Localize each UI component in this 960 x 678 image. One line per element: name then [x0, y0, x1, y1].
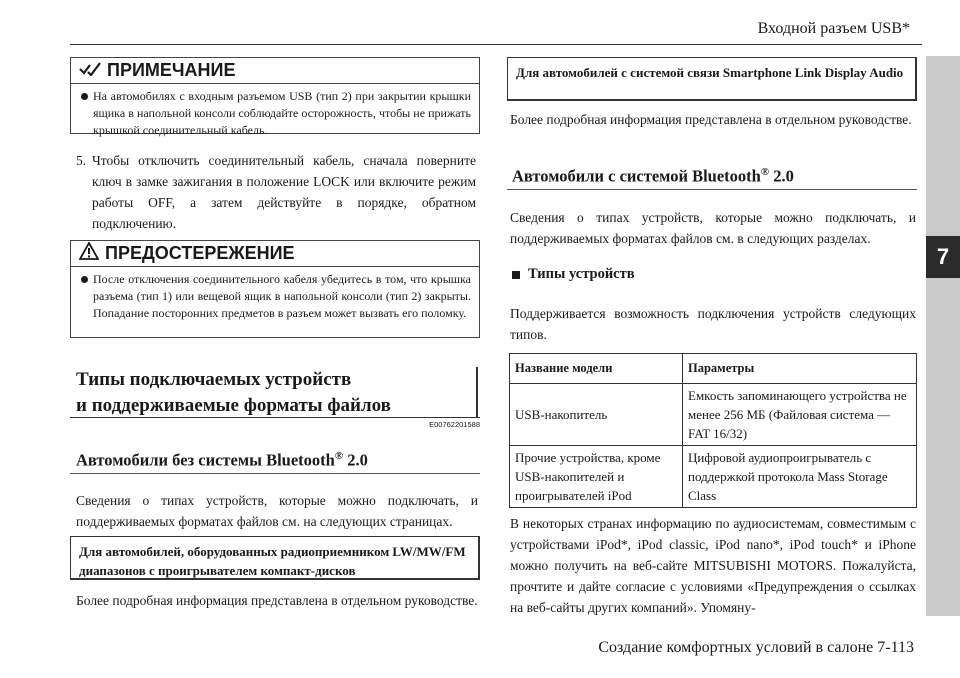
page-footer: Создание комфортных условий в салоне 7-113: [598, 639, 914, 656]
caution-box-body: [71, 267, 479, 326]
right-more-info: Более подробная информация представлена в отдельном руководстве.: [510, 112, 912, 127]
bullet-dot: [81, 93, 88, 100]
registered-mark: ®: [760, 166, 770, 178]
left-boxed-title: Для автомобилей, оборудованных радиоприемником LW/MW/FM диапазонов с проигрывателем компакт-дисков: [70, 536, 480, 580]
note-box: [70, 57, 480, 137]
left-subsection-title: [76, 450, 480, 471]
table-cell-params: Цифровой аудиопроигрыватель с поддержкой протокола Mass Storage Class: [683, 446, 917, 508]
page-header-title: Входной разъем USB*: [757, 20, 910, 37]
caution-box-header: [71, 241, 479, 267]
left-subsection-rule: [70, 473, 480, 474]
table-header-model: Название модели: [510, 354, 683, 384]
note-box-title: ПРИМЕЧАНИЕ: [107, 60, 236, 80]
caution-bullet-text: После отключения соединительного кабеля убедитесь в том, что крышка разъема (тип 1) или вещевой ящик в напольной консоли (тип 2) закрыты. Попадание посторонних предметов в разъем может вызвать его поломку.: [93, 272, 471, 320]
right-subsection-title: [512, 166, 916, 187]
table-row: [510, 446, 917, 508]
table-row: [510, 384, 917, 446]
caution-box: [70, 240, 480, 338]
table-header-params: Параметры: [683, 354, 917, 384]
header-rule: [70, 44, 922, 45]
section-title-line2: и поддерживаемые форматы файлов: [76, 395, 391, 416]
step-number: 5.: [76, 153, 87, 168]
left-subsection-title-suffix: 2.0: [343, 450, 368, 470]
check-icon: [79, 60, 101, 81]
section-code: E00762201588: [429, 420, 480, 429]
right-subsection-title-text: Автомобили с системой Bluetooth: [512, 166, 761, 186]
table-header-row: [510, 354, 917, 384]
section-rule: [70, 417, 480, 418]
right-subsection-para: Сведения о типах устройств, которые можно подключать, и поддерживаемых форматах файлов см. в следующих разделах.: [510, 210, 916, 246]
types-para: Поддерживается возможность подключения устройств следующих типов.: [510, 306, 916, 342]
side-tab-strip: [926, 56, 960, 616]
registered-mark: ®: [334, 450, 344, 462]
table-cell-model: Прочие устройства, кроме USB-накопителей и проигрывателей iPod: [510, 446, 683, 508]
bullet-dot: [81, 276, 88, 283]
device-types-table: [509, 353, 917, 508]
types-heading-text: Типы устройств: [528, 266, 635, 282]
types-heading: [512, 266, 635, 283]
note-box-body: [71, 84, 479, 143]
caution-box-title: ПРЕДОСТЕРЕЖЕНИЕ: [105, 243, 295, 263]
note-bullet-text: На автомобилях с входным разъемом USB (тип 2) при закрытии крышки ящика в напольной консоли соблюдайте осторожность, чтобы не прижать крышкой соединительный кабель.: [93, 89, 471, 137]
step-5: [76, 150, 476, 234]
right-subsection-title-suffix: 2.0: [769, 166, 794, 186]
section-title: [70, 367, 478, 417]
right-boxed-title: Для автомобилей с системой связи Smartphone Link Display Audio: [507, 57, 917, 101]
step-text: Чтобы отключить соединительный кабель, сначала поверните ключ в замке зажигания в положение LOCK или включите режим работы OFF, а затем действуйте в порядке, обратном подключению.: [92, 153, 476, 231]
left-subsection-title-text: Автомобили без системы Bluetooth: [76, 450, 335, 470]
left-subsection-para: Сведения о типах устройств, которые можно подключать, и поддерживаемых форматах файлов см. на следующих страницах.: [76, 493, 478, 529]
table-cell-params: Емкость запоминающего устройства не менее 256 МБ (Файловая система — FAT 16/32): [683, 384, 917, 446]
note-box-header: [71, 58, 479, 84]
section-title-line1: Типы подключаемых устройств: [76, 369, 352, 390]
table-cell-model: USB-накопитель: [510, 384, 683, 446]
warning-triangle-icon: [79, 242, 99, 265]
left-more-info: Более подробная информация представлена в отдельном руководстве.: [76, 593, 478, 608]
square-bullet-icon: [512, 271, 520, 279]
right-subsection-rule: [507, 189, 917, 190]
bottom-paragraph: В некоторых странах информацию по аудиосистемам, совместимым с устройствами iPod*, iPod classic, iPod nano*, iPod touch* и iPhone можно получить на веб-сайте MITSUBISHI MOTORS. Пожалуйста, прочтите и дайте согласие с условиями «Предупреждения о ссылках на веб-сайты других компаний». Упомяну-: [510, 516, 916, 615]
chapter-tab: 7: [926, 236, 960, 278]
